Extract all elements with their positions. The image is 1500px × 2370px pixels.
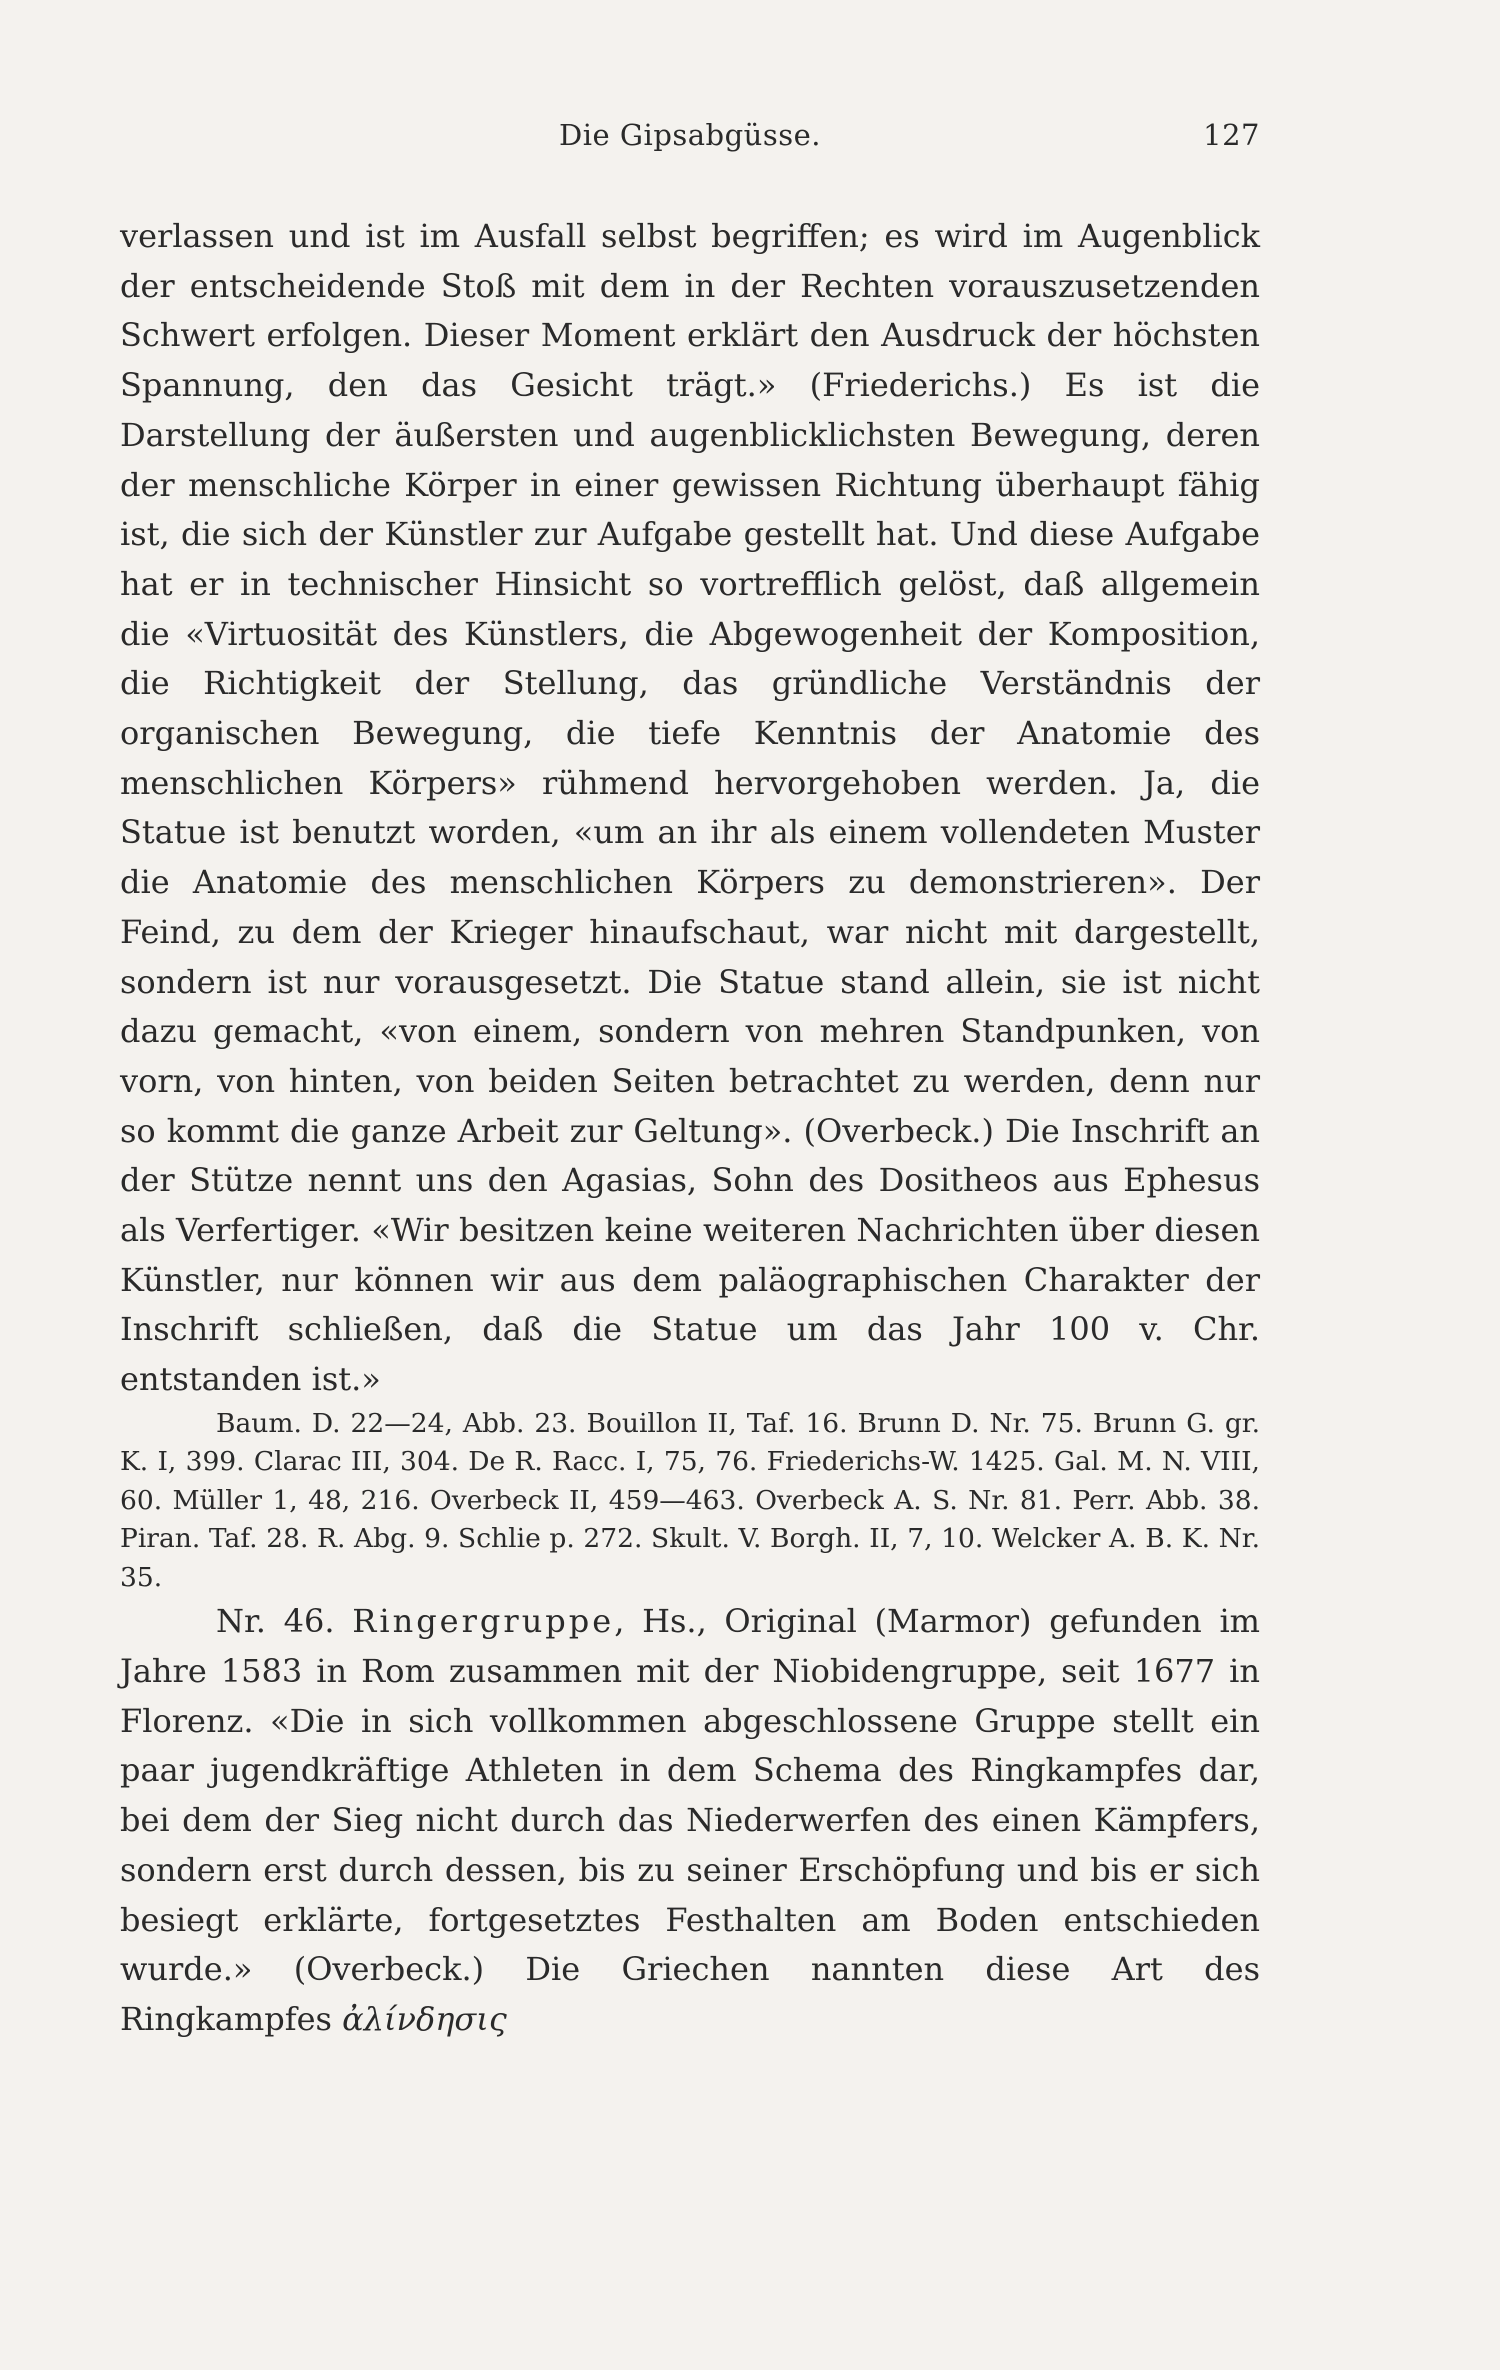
paragraph-laocoon-continuation: verlassen und ist im Ausfall selbst begriffen; es wird im Augenblick der entscheidende Stoß mit dem in der Rechten vorauszusetzenden Schwert erfolgen. Dieser Moment erklärt den Ausdruck der höchsten Spannung, den das Gesicht trägt.» (Friederichs.) Es ist die Darstellung der äußersten und augenblicklichsten Bewegung, deren der menschliche Körper in einer gewissen Richtung überhaupt fähig ist, die sich der Künstler zur Aufgabe gestellt hat. Und diese Aufgabe hat er in technischer Hinsicht so vortrefflich gelöst, daß allgemein die «Virtuosität des Künstlers, die Abgewogenheit der Komposition, die Richtigkeit der Stellung, das gründliche Verständnis der organischen Bewegung, die tiefe Kenntnis der Anatomie des menschlichen Körpers» rühmend hervorgehoben werden. Ja, die Statue ist benutzt worden, «um an ihr als einem vollendeten Muster die Anatomie des menschlichen Körpers zu demonstrieren». Der Feind, zu dem der Krieger hinaufschaut, war nicht mit dargestellt, sondern ist nur vorausgesetzt. Die Statue stand allein, sie ist nicht dazu gemacht, «von einem, sondern von mehren Standpunken, von vorn, von hinten, von beiden Seiten betrachtet zu werden, denn nur so kommt die ganze Arbeit zur Geltung». (Overbeck.) Die Inschrift an der Stütze nennt uns den Agasias, Sohn des Dositheos aus Ephesus als Verfertiger. «Wir besitzen keine weiteren Nachrichten über diesen Künstler, nur können wir aus dem paläographischen Charakter der Inschrift schließen, daß die Statue um das Jahr 100 v. Chr. entstanden ist.» [120, 217, 1260, 1399]
greek-term: ἀλίνδησις [342, 2000, 507, 2038]
page-header [120, 118, 1260, 168]
body-text [120, 212, 1260, 2045]
entry-title: Ringergruppe [352, 1602, 615, 1641]
entry-number: Nr. 46. [216, 1602, 335, 1641]
bibliographic-references: Baum. D. 22—24, Abb. 23. Bouillon II, Taf. 16. Brunn D. Nr. 75. Brunn G. gr. K. I, 399. Clarac III, 304. De R. Racc. I, 75, 76. Friederichs-W. 1425. Gal. M. N. VIII, 60. Müller 1, 48, 216. Overbeck II, 459—463. Overbeck A. S. Nr. 81. Perr. Abb. 38. Piran. Taf. 28. R. Abg. 9. Schlie p. 272. Skult. V. Borgh. II, 7, 10. Welcker A. B. K. Nr. 35. [120, 1407, 1260, 1593]
running-title: Die Gipsabgüsse. [558, 118, 822, 152]
entry-text: , Hs., Original (Marmor) gefunden im Jahre 1583 in Rom zusammen mit der Niobidengruppe, seit 1677 in Florenz. «Die in sich vollkommen abgeschlossene Gruppe stellt ein paar jugendkräftige Athleten in dem Schema des Ringkampfes dar, bei dem der Sieg nicht durch das Niederwerfen des einen Kämpfers, sondern erst durch dessen, bis zu seiner Erschöpfung und bis er sich besiegt erklärte, fortgesetztes Festhalten am Boden entschieden wurde.» (Overbeck.) Die Griechen nannten diese Art des Ringkampfes [120, 1602, 1261, 2038]
entry-paragraph-ringergruppe [120, 1597, 1260, 2044]
page-number: 127 [1203, 118, 1260, 152]
